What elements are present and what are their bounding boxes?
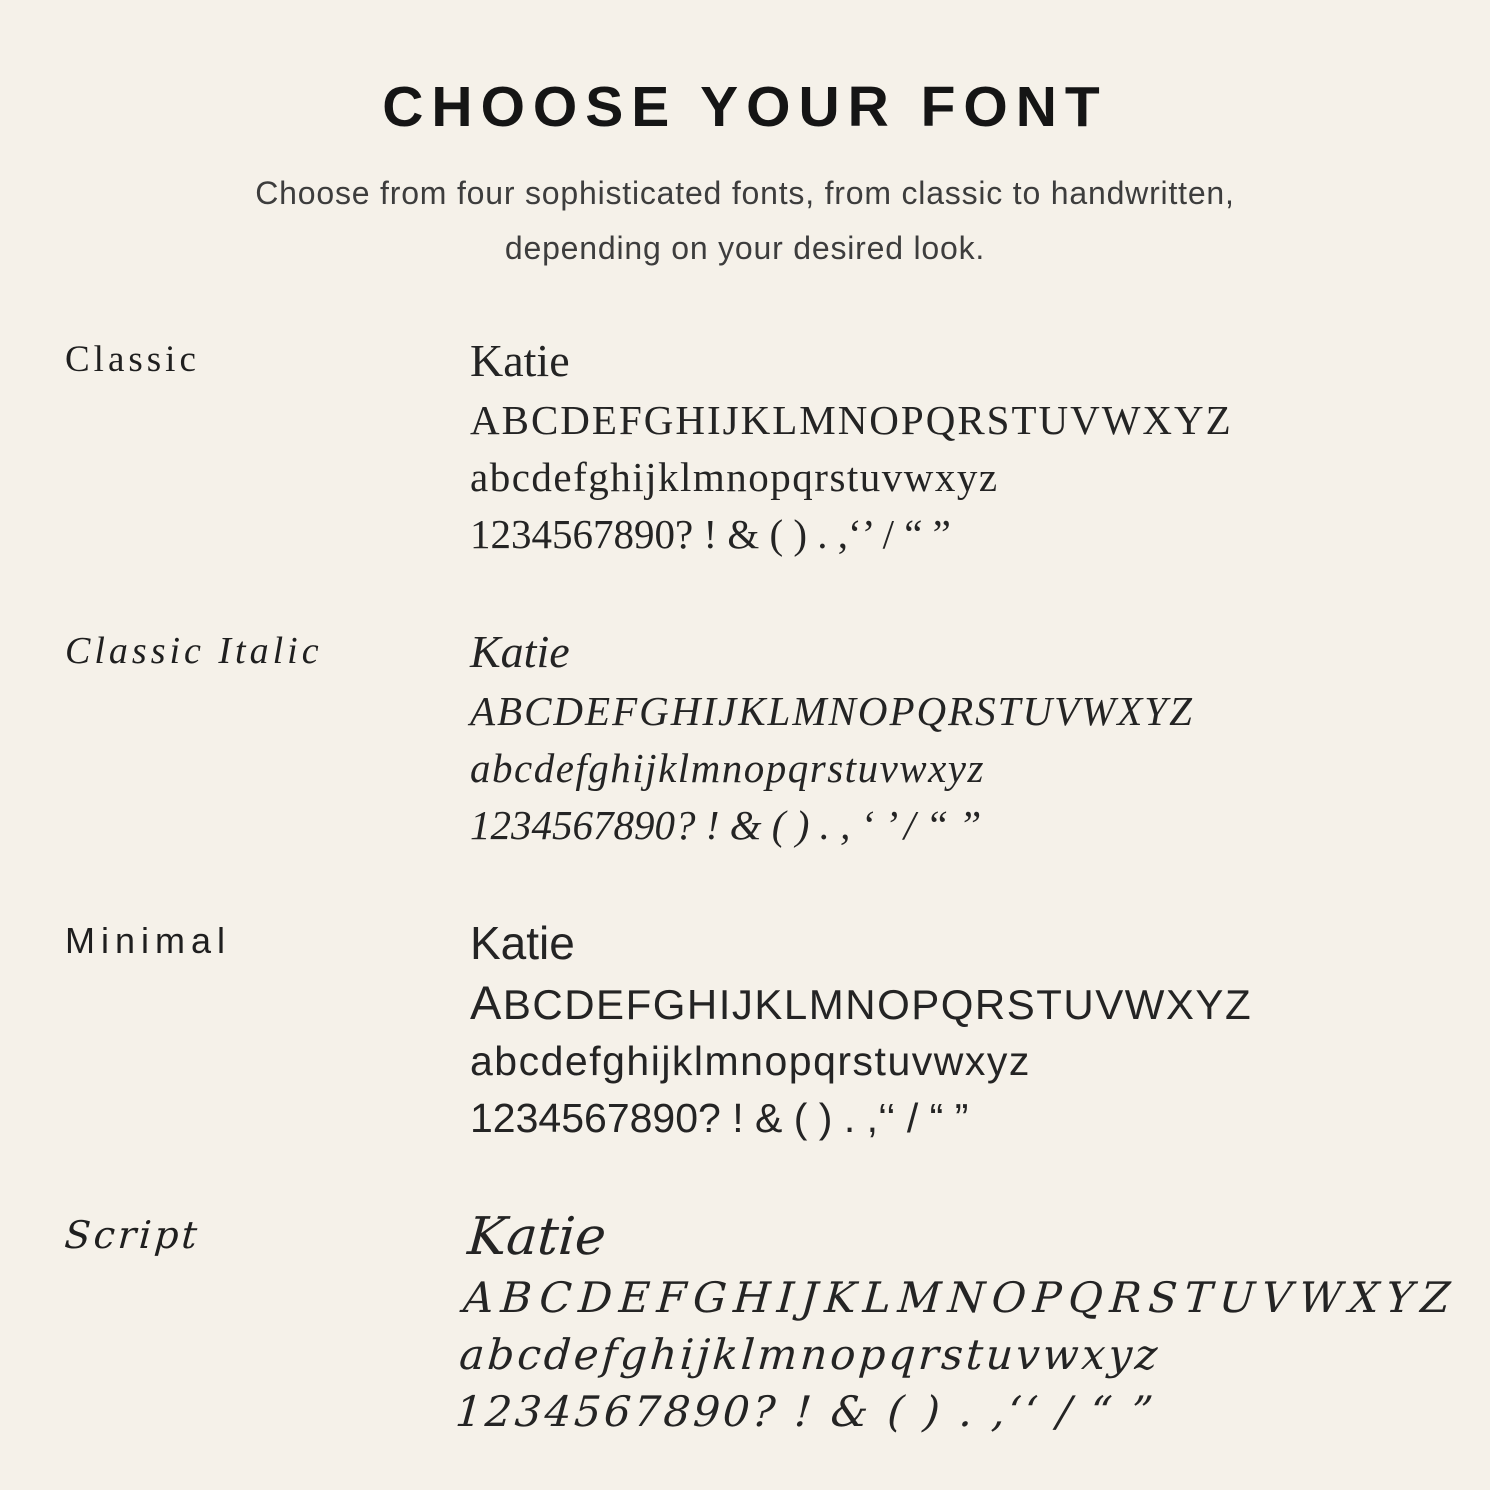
- sample-uppercase-minimal: ABCDEFGHIJKLMNOPQRSTUVWXYZ: [470, 976, 1253, 1029]
- sample-lowercase-script: abcdefghijklmnopqrstuvwxyz: [457, 1330, 1162, 1379]
- font-label-script: Script: [63, 1213, 202, 1257]
- page-title: CHOOSE YOUR FONT: [382, 75, 1108, 139]
- font-row-classic-italic: [0, 621, 1490, 854]
- sample-name-classic-italic: Katie: [470, 626, 570, 677]
- subtitle-line-1: Choose from four sophisticated fonts, from classic to handwritten,: [255, 175, 1235, 211]
- font-samples-script: [454, 1205, 1490, 1440]
- sample-lowercase-classic: abcdefghijklmnopqrstuvwxyz: [470, 454, 999, 500]
- page-subtitle: [0, 166, 1490, 276]
- sample-numbers-script: 1234567890? ! & ( ) . ,‘‘ / “ ”: [453, 1387, 1158, 1436]
- font-row-classic: [0, 330, 1490, 563]
- font-samples-classic-italic: [470, 621, 1490, 854]
- font-samples-classic: [470, 330, 1490, 563]
- sample-numbers-classic-italic: 1234567890? ! & ( ) . , ‘ ’ / “ ”: [470, 802, 982, 848]
- sample-lowercase-minimal: abcdefghijklmnopqrstuvwxyz: [470, 1038, 1031, 1084]
- font-row-script: [0, 1205, 1490, 1440]
- sample-uppercase-script: ABCDEFGHIJKLMNOPQRSTUVWXYZ: [461, 1273, 1459, 1322]
- font-specimen-list: [0, 330, 1490, 1440]
- font-label-classic-italic: Classic Italic: [65, 630, 323, 672]
- font-samples-minimal: [470, 912, 1490, 1147]
- sample-numbers-classic: 1234567890? ! & ( ) . ,‘’ / “ ”: [470, 511, 951, 557]
- sample-name-script: Katie: [465, 1207, 609, 1267]
- sample-name-minimal: Katie: [470, 917, 575, 969]
- subtitle-line-2: depending on your desired look.: [504, 230, 986, 266]
- sample-lowercase-classic-italic: abcdefghijklmnopqrstuvwxyz: [470, 745, 985, 791]
- font-label-minimal: Minimal: [65, 920, 232, 961]
- font-label-classic: Classic: [65, 339, 200, 380]
- sample-numbers-minimal: 1234567890? ! & ( ) . ,‘‘ / “ ”: [470, 1095, 969, 1141]
- font-row-minimal: [0, 912, 1490, 1147]
- sample-name-classic: Katie: [470, 335, 570, 386]
- page-header: [0, 0, 1490, 276]
- sample-uppercase-classic-italic: ABCDEFGHIJKLMNOPQRSTUVWXYZ: [470, 688, 1194, 734]
- sample-uppercase-classic: ABCDEFGHIJKLMNOPQRSTUVWXYZ: [470, 397, 1233, 443]
